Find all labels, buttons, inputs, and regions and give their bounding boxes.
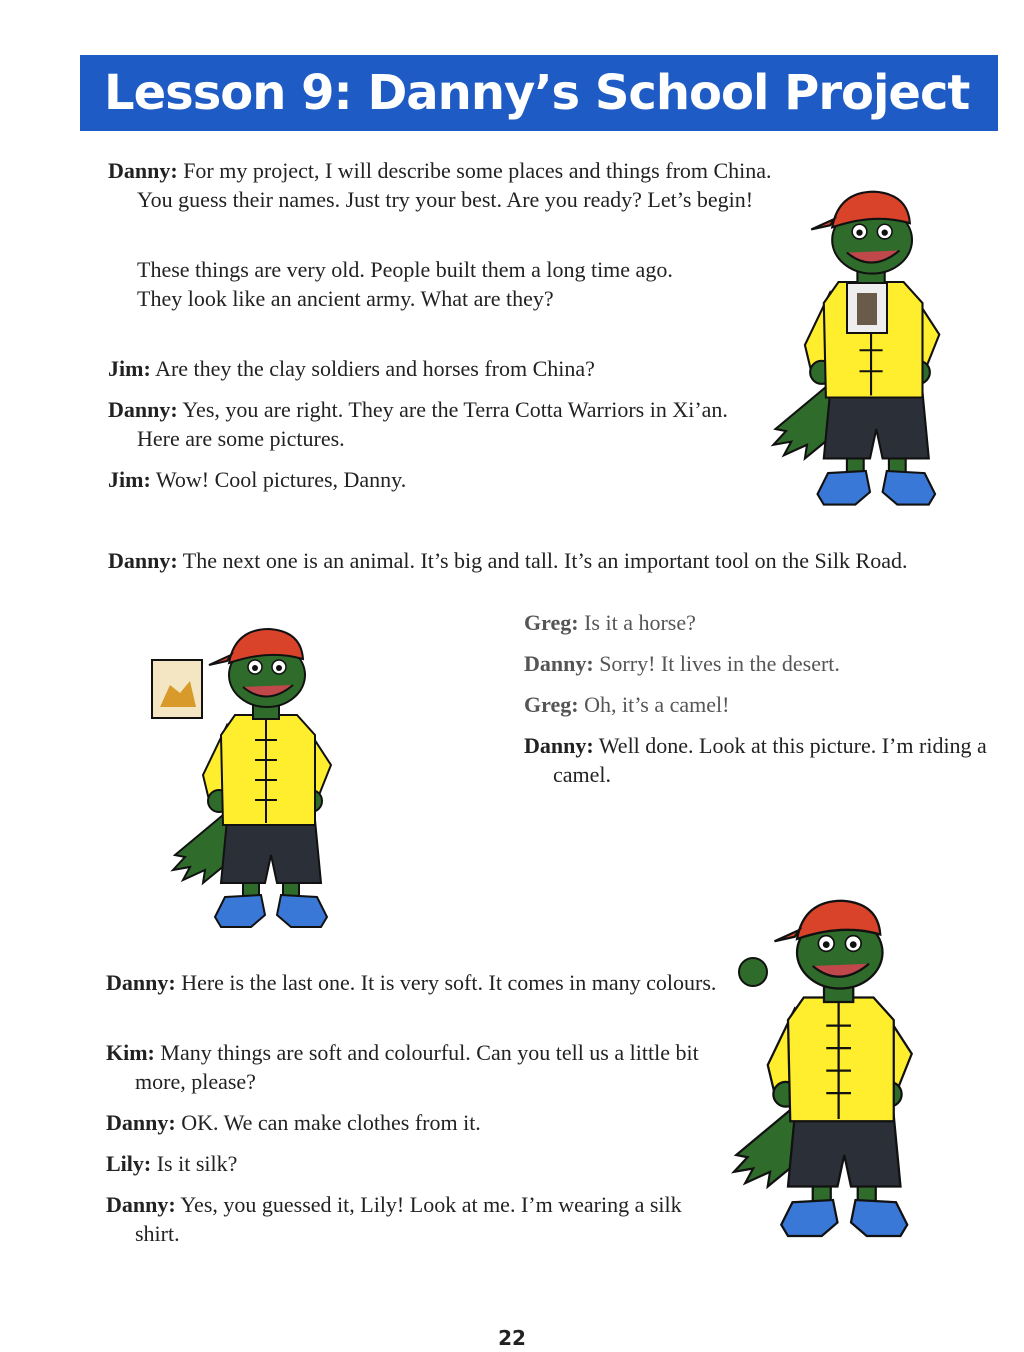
danny-holding-camel-photo-illustration xyxy=(150,615,370,935)
page-number: 22 xyxy=(498,1326,526,1350)
dialogue-line xyxy=(524,731,1024,789)
dialogue-line xyxy=(108,354,777,383)
dialogue-line xyxy=(106,968,725,997)
lesson-title-bar xyxy=(80,55,998,131)
dialogue-text: OK. We can make clothes from it. xyxy=(181,1110,481,1135)
dialogue-line xyxy=(524,690,1023,719)
dialogue-text: Are they the clay soldiers and horses from China? xyxy=(155,356,595,381)
dialogue-line xyxy=(108,546,1017,575)
speaker-name: Kim: xyxy=(106,1040,155,1065)
dialogue-line xyxy=(524,608,1023,637)
speaker-name: Greg: xyxy=(524,692,579,717)
dialogue-line xyxy=(108,156,787,214)
dialogue-text: Sorry! It lives in the desert. xyxy=(599,651,840,676)
dialogue-line xyxy=(137,255,717,313)
dialogue-text: These things are very old. People built them a long time ago. They look like an ancient army. What are they? xyxy=(137,257,673,311)
warrior-figure-icon xyxy=(857,293,877,325)
speaker-name: Lily: xyxy=(106,1151,152,1176)
speaker-name: Danny: xyxy=(106,1192,176,1217)
danny-holding-picture-illustration xyxy=(765,175,975,515)
speaker-name: Danny: xyxy=(108,548,178,573)
speaker-name: Danny: xyxy=(108,158,178,183)
speaker-name: Danny: xyxy=(524,651,594,676)
dialogue-text: Many things are soft and colourful. Can you tell us a little bit more, please? xyxy=(135,1040,699,1094)
speaker-name: Jim: xyxy=(108,467,151,492)
dialogue-line xyxy=(524,649,1023,678)
dialogue-text: Well done. Look at this picture. I’m riding a camel. xyxy=(553,733,987,787)
speaker-name: Danny: xyxy=(108,397,178,422)
dialogue-line xyxy=(106,1108,725,1137)
dialogue-text: For my project, I will describe some places and things from China. You guess their names. Just try your best. Are you ready? Let’s begin! xyxy=(137,158,772,212)
speaker-name: Danny: xyxy=(524,733,594,758)
lesson-title: Lesson 9: Danny’s School Project xyxy=(104,65,970,121)
danny-thumbs-up-illustration xyxy=(725,880,950,1250)
speaker-name: Greg: xyxy=(524,610,579,635)
dialogue-line xyxy=(106,1190,725,1248)
dialogue-text: The next one is an animal. It’s big and tall. It’s an important tool on the Silk Road. xyxy=(182,548,908,573)
dialogue-text: Is it a horse? xyxy=(584,610,696,635)
dialogue-text: Is it silk? xyxy=(156,1151,238,1176)
speaker-name: Danny: xyxy=(106,1110,176,1135)
camel-photo-icon xyxy=(152,660,202,718)
dialogue-text: Wow! Cool pictures, Danny. xyxy=(155,467,407,492)
speaker-name: Jim: xyxy=(108,356,151,381)
thumbs-up-hand-icon xyxy=(739,958,767,986)
dialogue-line xyxy=(106,1038,725,1096)
dialogue-line xyxy=(108,465,757,494)
dialogue-line xyxy=(106,1149,725,1178)
dialogue-line xyxy=(108,395,737,453)
dialogue-text: Oh, it’s a camel! xyxy=(584,692,730,717)
speaker-name: Danny: xyxy=(106,970,176,995)
dialogue-text: Yes, you are right. They are the Terra Cotta Warriors in Xi’an. Here are some pictures. xyxy=(137,397,728,451)
dialogue-text: Here is the last one. It is very soft. It comes in many colours. xyxy=(181,970,717,995)
dialogue-text: Yes, you guessed it, Lily! Look at me. I’m wearing a silk shirt. xyxy=(135,1192,682,1246)
